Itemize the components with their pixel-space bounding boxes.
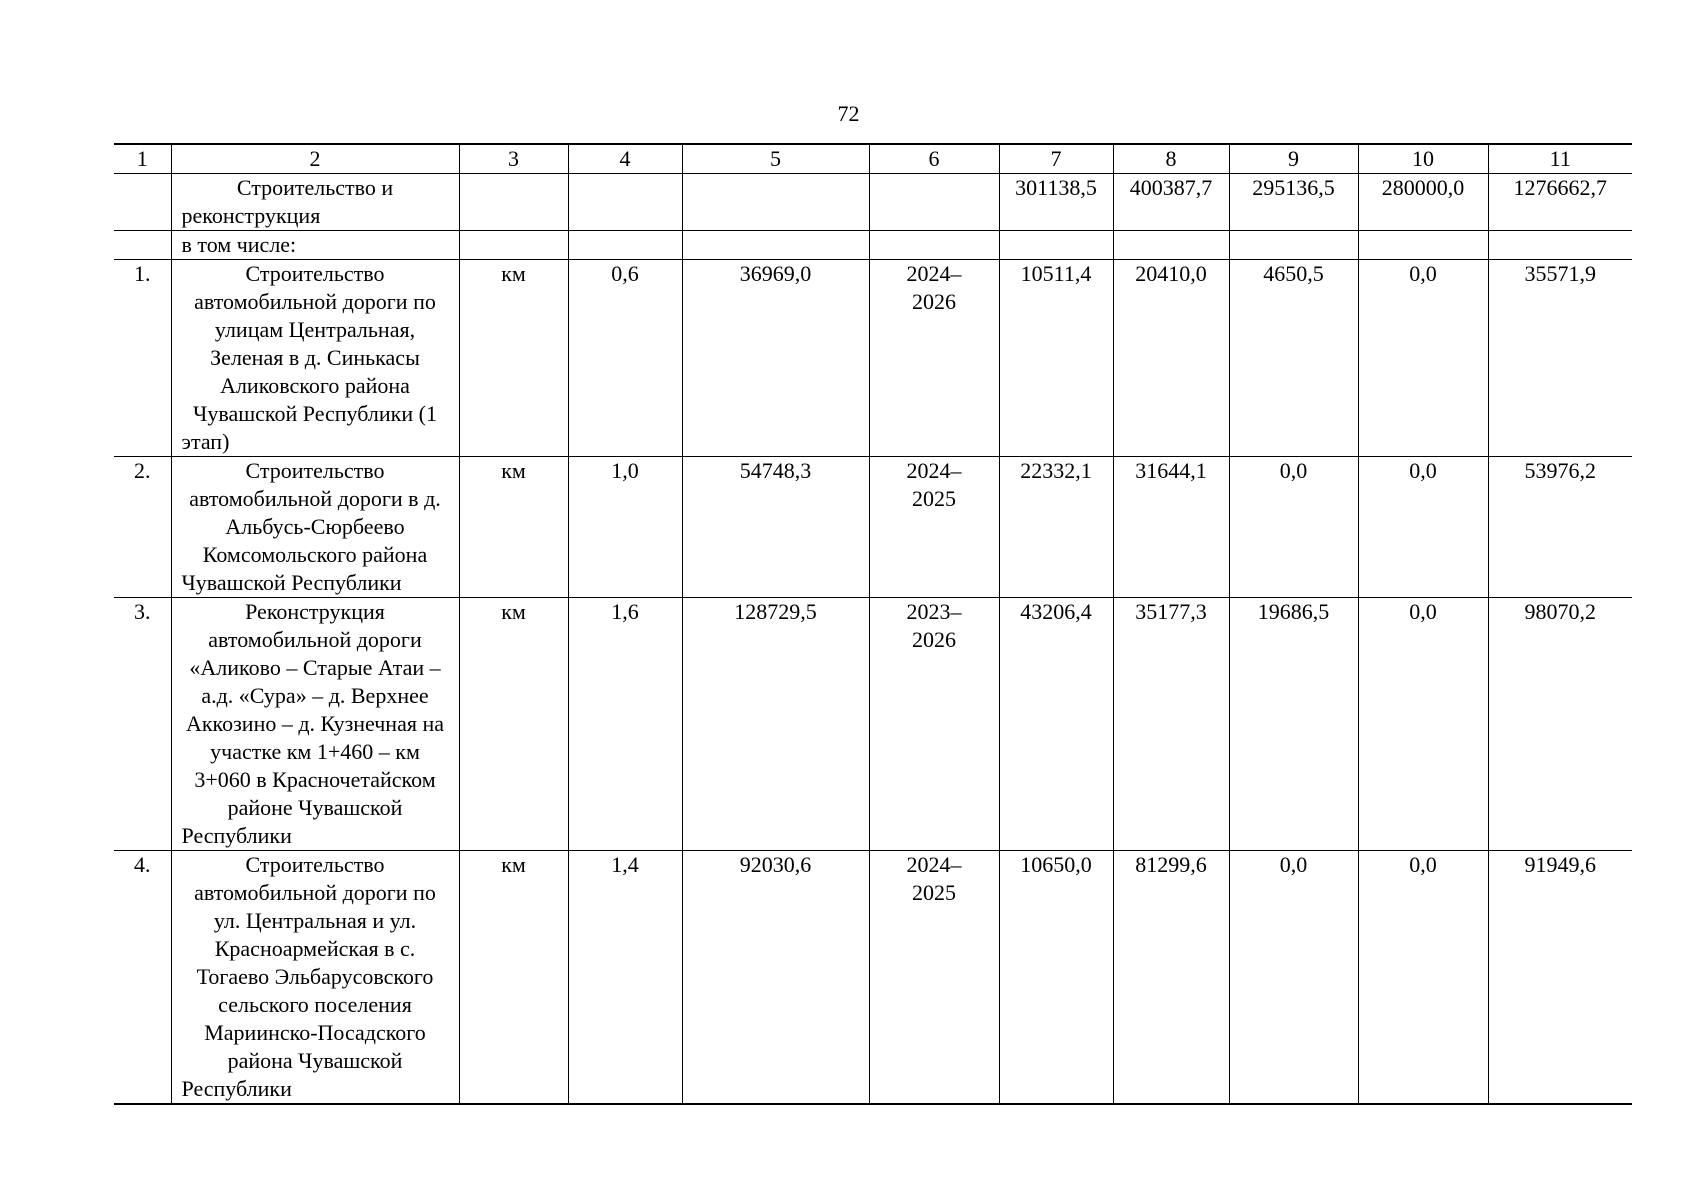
header-cell-7: 7 xyxy=(999,144,1113,174)
object-name: Строительство автомобильной дороги по ул. Центральная и ул. Красноармейская в с. Тогаево Эльбарусовского сельского поселения Мариинско-Посадского района Чувашской Республики xyxy=(171,851,459,1105)
value-7: 10511,4 xyxy=(999,260,1113,457)
period-end: 2026 xyxy=(912,289,956,314)
value-11: 91949,6 xyxy=(1488,851,1632,1105)
period xyxy=(869,851,999,1105)
length: 0,6 xyxy=(568,260,682,457)
value-11: 53976,2 xyxy=(1488,457,1632,598)
table-row xyxy=(114,457,1632,598)
length: 1,0 xyxy=(568,457,682,598)
row-number: 3. xyxy=(114,598,171,851)
empty-cell xyxy=(869,231,999,260)
length: 1,4 xyxy=(568,851,682,1105)
unit: км xyxy=(459,851,568,1105)
header-cell-2: 2 xyxy=(171,144,459,174)
summary-unit xyxy=(459,174,568,231)
empty-cell xyxy=(682,231,869,260)
empty-cell xyxy=(568,231,682,260)
period xyxy=(869,260,999,457)
summary-length xyxy=(568,174,682,231)
object-name: Строительство автомобильной дороги в д. Альбусь-Сюрбеево Комсомольского района Чувашской Республики xyxy=(171,457,459,598)
empty-cell xyxy=(1358,231,1488,260)
value-10: 0,0 xyxy=(1358,260,1488,457)
period-start: 2024– xyxy=(906,852,962,877)
summary-period xyxy=(869,174,999,231)
summary-value-8: 400387,7 xyxy=(1113,174,1229,231)
empty-cell xyxy=(1488,231,1632,260)
value-10: 0,0 xyxy=(1358,851,1488,1105)
period-end: 2025 xyxy=(912,880,956,905)
value-9: 19686,5 xyxy=(1229,598,1358,851)
estimated-cost: 54748,3 xyxy=(682,457,869,598)
period-start: 2024– xyxy=(906,458,962,483)
value-8: 31644,1 xyxy=(1113,457,1229,598)
length: 1,6 xyxy=(568,598,682,851)
estimated-cost: 128729,5 xyxy=(682,598,869,851)
empty-cell xyxy=(1113,231,1229,260)
value-7: 10650,0 xyxy=(999,851,1113,1105)
including-index xyxy=(114,231,171,260)
page-number: 72 xyxy=(837,101,860,126)
header-cell-5: 5 xyxy=(682,144,869,174)
estimated-cost: 36969,0 xyxy=(682,260,869,457)
value-10: 0,0 xyxy=(1358,457,1488,598)
object-name: Строительство автомобильной дороги по улицам Центральная, Зеленая в д. Синькасы Аликовского района Чувашской Республики (1 этап) xyxy=(171,260,459,457)
summary-cost xyxy=(682,174,869,231)
header-cell-10: 10 xyxy=(1358,144,1488,174)
object-name: Реконструкция автомобильной дороги «Аликово – Старые Атаи – а.д. «Сура» – д. Верхнее Аккозино – д. Кузнечная на участке км 1+460 – км 3+060 в Красночетайском районе Чувашской Республики xyxy=(171,598,459,851)
summary-row xyxy=(114,174,1632,231)
row-number: 1. xyxy=(114,260,171,457)
summary-index xyxy=(114,174,171,231)
value-8: 20410,0 xyxy=(1113,260,1229,457)
value-7: 22332,1 xyxy=(999,457,1113,598)
summary-value-9: 295136,5 xyxy=(1229,174,1358,231)
value-8: 81299,6 xyxy=(1113,851,1229,1105)
period-start: 2024– xyxy=(906,261,962,286)
row-number: 2. xyxy=(114,457,171,598)
including-label: в том числе: xyxy=(171,231,459,260)
summary-value-7: 301138,5 xyxy=(999,174,1113,231)
row-number: 4. xyxy=(114,851,171,1105)
value-9: 0,0 xyxy=(1229,457,1358,598)
header-cell-9: 9 xyxy=(1229,144,1358,174)
program-objects-table xyxy=(114,143,1632,1105)
header-cell-4: 4 xyxy=(568,144,682,174)
value-9: 4650,5 xyxy=(1229,260,1358,457)
unit: км xyxy=(459,457,568,598)
unit: км xyxy=(459,598,568,851)
header-cell-6: 6 xyxy=(869,144,999,174)
empty-cell xyxy=(459,231,568,260)
value-11: 98070,2 xyxy=(1488,598,1632,851)
period-end: 2025 xyxy=(912,486,956,511)
table-row xyxy=(114,260,1632,457)
value-9: 0,0 xyxy=(1229,851,1358,1105)
empty-cell xyxy=(1229,231,1358,260)
summary-value-10: 280000,0 xyxy=(1358,174,1488,231)
including-row xyxy=(114,231,1632,260)
summary-name: Строительство и реконструкция xyxy=(171,174,459,231)
period xyxy=(869,457,999,598)
value-10: 0,0 xyxy=(1358,598,1488,851)
value-11: 35571,9 xyxy=(1488,260,1632,457)
value-8: 35177,3 xyxy=(1113,598,1229,851)
table-row xyxy=(114,598,1632,851)
table-row xyxy=(114,851,1632,1105)
summary-value-11: 1276662,7 xyxy=(1488,174,1632,231)
period xyxy=(869,598,999,851)
estimated-cost: 92030,6 xyxy=(682,851,869,1105)
unit: км xyxy=(459,260,568,457)
value-7: 43206,4 xyxy=(999,598,1113,851)
header-cell-8: 8 xyxy=(1113,144,1229,174)
period-start: 2023– xyxy=(906,599,962,624)
header-cell-1: 1 xyxy=(114,144,171,174)
empty-cell xyxy=(999,231,1113,260)
header-cell-11: 11 xyxy=(1488,144,1632,174)
header-cell-3: 3 xyxy=(459,144,568,174)
column-numbers-row xyxy=(114,144,1632,174)
period-end: 2026 xyxy=(912,627,956,652)
